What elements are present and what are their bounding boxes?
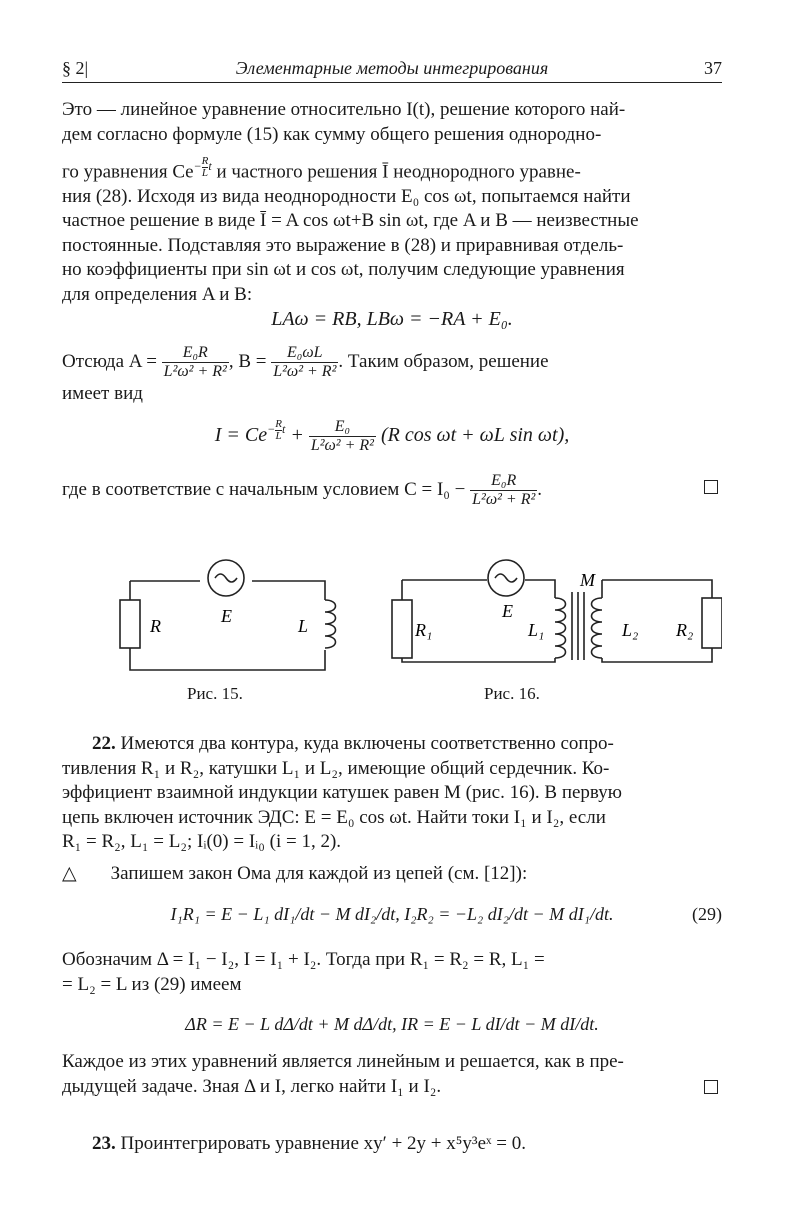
text-line: Обозначим Δ = I₁ − I₂, I = I₁ + I₂. Тогда при R₁ = R₂ = R, L₁ = [62,949,545,970]
fraction [271,344,338,381]
transformer-core [572,592,584,660]
text-line: тивления R₁ и R₂, катушки L₁ и L₂, имеющие общий сердечник. Ко- [62,757,610,779]
triangle-icon: △ [62,863,77,884]
page-number: 37 [704,58,722,78]
inductor-L1 [555,598,566,658]
inductor-L [325,600,336,648]
text-line: R₁ = R₂, L₁ = L₂; Iᵢ(0) = Iᵢ₀ (i = 1, 2). [62,831,342,852]
text-line: но коэффициенты при sin ωt и cos ωt, получим следующие уравнения [62,259,625,281]
text-span: Имеются два контура, куда включены соответственно сопро- [120,733,614,754]
resistor-R [120,600,140,648]
fraction [309,418,376,455]
solution-22 [62,862,722,887]
equation-29 [62,904,722,925]
figure-caption-16: Рис. 16. [484,684,540,703]
numerator: E₀ωL [271,344,338,363]
text-span: где в соответствие с начальным условием C = I₀ − [62,478,471,500]
denominator: L²ω² + R² [472,491,536,508]
equation-2: $I = Ce^{- \frac{R}{L} t}$ + $\frac{\text{E₀}}{\text{L²ω² + R²}}$ (R cos ωt + ωL sin ωt), [214,418,570,454]
text-line: дем согласно формуле (15) как сумму общего решения однородно- [62,123,602,145]
fraction [470,472,537,509]
text-line: постоянные. Подставляя это выражение в (28) и приравнивая отдель- [62,234,624,256]
text-span: , B = [228,351,272,372]
paragraph-2 [62,342,722,407]
denominator: L²ω² + R² [163,363,227,381]
text-line: = L₂ = L из (29) имеем [62,973,242,995]
label-E: E [502,601,513,621]
qed-box [704,1080,718,1094]
numerator: E₀ [309,418,376,437]
text-line: Каждое из этих уравнений является линейным и решается, как в пре- [62,1051,624,1072]
text-span: и частного решения Ī неоднородного уравне- [216,161,581,183]
denominator: L²ω² + R² [273,363,337,381]
chapter-title: Элементарные методы интегрирования [235,58,549,78]
text-span: Запишем закон Ома для каждой из цепей (см. [12]): [110,863,528,884]
resistor-R2 [702,598,722,648]
text-line: Это — линейное уравнение относительно I(t), решение которого най- [62,99,626,120]
inductor-L2 [592,598,603,658]
text-span: дыдущей задаче. Зная Δ и I, легко найти I₁ и I₂. [62,1075,442,1097]
problem-23 [62,1132,722,1157]
label-M: M [580,570,595,590]
figure-caption-15: Рис. 15. [187,684,243,703]
text-line: частное решение в виде Ī = A cos ωt+B sin ωt, где A и B — неизвестные [62,210,639,232]
eq-rhs: (R cos ωt + ωL sin ωt), [380,424,570,447]
text-span: Отсюда A = [62,351,162,372]
problem-number: 22. [92,733,116,754]
paragraph-1 [62,98,722,307]
label-E: E [221,606,232,626]
label-R2: R₂ [676,620,694,640]
label-L: L [298,616,309,636]
text-span: . Таким образом, решение [338,351,549,372]
resistor-R1 [392,600,412,658]
text-line: го уравнения $Ce^{- \frac{R}{L} t}$ и частного решения Ī неоднородного уравне- [62,154,581,183]
section-number: § 2| [62,58,89,78]
equation-number: (29) [692,904,722,924]
equation-1: LAω = RB, LBω = −RA + E₀. [271,308,513,330]
paragraph-3 [62,472,722,509]
page [62,0,722,1216]
label-L1: L₁ [528,620,545,640]
qed-box [704,480,718,494]
text-line [62,862,722,887]
text-line [62,1132,722,1157]
problem-22 [62,732,722,855]
circuit-fig16 [392,560,722,662]
text-line: для определения A и B: [62,283,253,305]
numerator: E₀R [162,344,229,363]
text-line: цепь включен источник ЭДС: E = E₀ cos ωt. Найти токи I₁ и I₂, если [62,806,606,828]
text-line: эффициент взаимной индукции катушек равен M (рис. 16). В первую [62,782,622,803]
solution-22-cont [62,948,722,997]
sine-symbol [495,574,517,582]
text-span: Проинтегрировать уравнение xy′ + 2y + x⁵y³eˣ = 0. [120,1133,526,1154]
text-line [62,1075,722,1100]
numerator: E₀R [470,472,537,491]
text-span: го уравнения Ce [62,161,194,183]
text-line: ния (28). Исходя из вида неоднородности E₀ cos ωt, попытаемся найти [62,185,631,207]
solution-22-end [62,1050,722,1099]
text-line [62,342,722,382]
sine-symbol [215,574,237,582]
label-L2: L₂ [622,620,639,640]
text-line [62,732,722,757]
running-header [62,58,722,80]
denominator: L²ω² + R² [310,437,374,454]
text-span: . [537,478,543,500]
equation-3: ΔR = E − L dΔ/dt + M dΔ/dt, IR = E − L dI/dt − M dI/dt. [185,1014,599,1034]
header-rule [62,82,722,83]
label-R: R [150,616,161,636]
fraction [162,344,229,381]
equation-text: I₁R₁ = E − L₁ dI₁/dt − M dI₂/dt, I₂R₂ = −L₂ dI₂/dt − M dI₁/dt. [170,904,614,924]
text-line: имеет вид [62,383,143,404]
eq-lhs: I = Ce [214,424,268,447]
label-R1: R₁ [415,620,433,640]
problem-number: 23. [92,1133,116,1154]
